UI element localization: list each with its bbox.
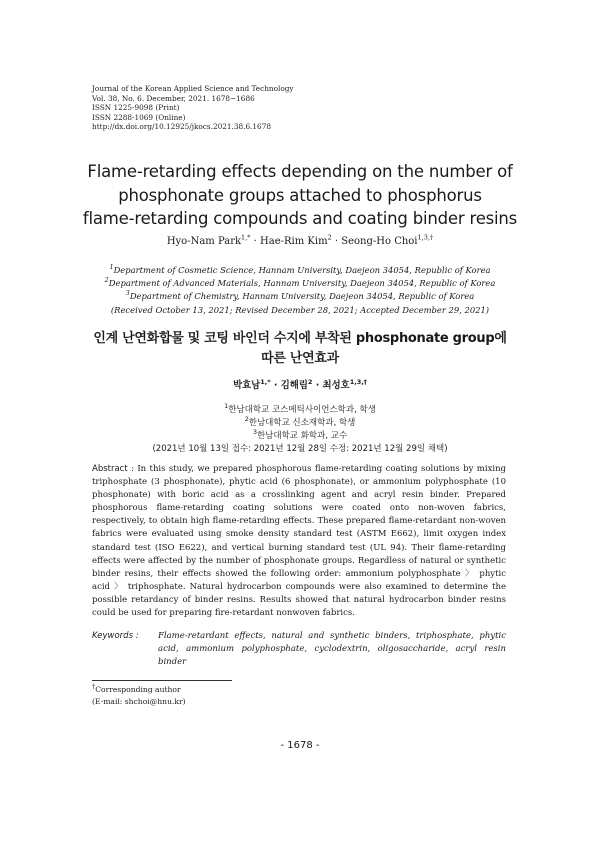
affiliation-line: [60, 290, 540, 303]
affiliation-text-ko: 한남대학교 화학과, 교수: [256, 431, 348, 441]
abstract-separator: :: [127, 464, 138, 474]
journal-name: Journal of the Korean Applied Science and Technology: [92, 84, 294, 93]
author-name-ko: 박효남: [233, 380, 261, 391]
affiliation-text: Department of Cosmetic Science, Hannam University, Daejeon 34054, Republic of Korea: [113, 265, 491, 275]
author-name: Hyo-Nam Park: [166, 236, 242, 247]
author-sup: 2: [327, 233, 332, 242]
author-separator: ·: [312, 380, 323, 391]
author-sup: 1,*: [260, 377, 271, 386]
journal-volume: Vol. 38, No. 6. December, 2021. 1678~1686: [92, 93, 255, 103]
footnote: [92, 684, 186, 708]
affiliation-sup: 2: [244, 415, 249, 424]
page-number: - 1678 -: [280, 740, 320, 751]
dagger-mark: †: [92, 682, 96, 691]
footnote-line-1: [92, 684, 186, 696]
affiliation-text-ko: 한남대학교 코스메틱사이언스학과, 학생: [228, 405, 376, 415]
author-sup: 1,3,†: [349, 377, 367, 386]
keywords: [92, 630, 506, 669]
journal-info: [92, 84, 294, 132]
title-en-line: phosphonate groups attached to phosphorus: [118, 185, 482, 205]
affiliation-line-ko: [60, 417, 540, 430]
abstract-text: In this study, we prepared phosphorous flame-retarding coating solutions by mixing triphosphate (3 phosphonate), phytic acid (6 phosphonate), or ammonium polyphosphate (10 phosphonate) with boric acid as a crosslinking agent and acryl resin binder. Prepared phosphorous flame-retarding coating solutions were coated onto non-woven fabrics, respectively, to obtain high flame-retarding effects. These prepared flame-retardant non-woven fabrics were evaluated using smoke density standard test (ASTM E662), limit oxygen index standard test (ISO E622), and vertical burning standard test (UL 94). Their flame-retarding effects were affected by the number of phosphonate groups. Regardless of natural or synthetic binder resins, their effects showed the following order: ammonium polyphosphate 〉 phytic acid 〉 triphosphate. Natural hydrocarbon compounds were also examined to determine the possible retardancy of binder resins. Results showed that natural hydrocarbon binder resins could be used for preparing fire-retardant nonwoven fabrics.: [92, 464, 506, 619]
author-sup: 1,3,†: [417, 233, 434, 242]
affiliation-sup: 1: [109, 263, 114, 272]
abstract-label: Abstract: [92, 464, 128, 474]
journal-issn-print: ISSN 1225-9098 (Print): [92, 103, 180, 113]
journal-doi[interactable]: http://dx.doi.org/10.12925/jkocs.2021.38.6.1678: [92, 122, 271, 132]
affiliation-text: Department of Advanced Materials, Hannam University, Daejeon 34054, Republic of Korea: [108, 278, 496, 289]
title-korean: [80, 329, 520, 369]
title-en-line: flame-retarding compounds and coating binder resins: [82, 209, 518, 228]
affiliation-sup: 3: [252, 428, 257, 437]
author-name-ko: 최성호: [322, 380, 350, 391]
title-ko-line: 인계 난연화합물 및 코팅 바인더 수지에 부착된 phosphonate group에: [93, 331, 507, 346]
affiliations-korean: [60, 404, 540, 456]
author-name: Hae-Rim Kim: [260, 236, 328, 247]
affiliation-text-ko: 한남대학교 신소재학과, 학생: [248, 418, 356, 428]
corresponding-author: Corresponding author: [95, 685, 181, 694]
title-en-line: Flame-retarding effects depending on the number of: [87, 162, 513, 181]
footnote-email[interactable]: (E-mail: shchoi@hnu.kr): [92, 697, 186, 706]
author-name: Seong-Ho Choi: [341, 236, 418, 247]
footnote-divider: [92, 680, 232, 681]
author-separator: ·: [270, 380, 281, 391]
affiliation-line-ko: [60, 404, 540, 417]
abstract: [92, 463, 506, 620]
keywords-label-text: Keywords: [92, 631, 134, 641]
keywords-label: [92, 630, 158, 669]
author-separator: ·: [331, 236, 342, 247]
authors-korean: [60, 377, 540, 391]
author-separator: ·: [250, 236, 261, 247]
affiliation-sup: 2: [104, 276, 109, 285]
authors-english: [60, 233, 540, 247]
keywords-text: Flame-retardant effects, natural and synthetic binders, triphosphate, phytic acid, ammonium polyphosphate, cyclodextrin, oligosaccharide, acryl resin binder: [158, 631, 506, 667]
affiliation-line: [60, 277, 540, 290]
received-dates-ko: (2021년 10월 13일 접수: 2021년 12월 28일 수정: 2021년 12월 29일 채택): [152, 444, 448, 454]
affiliation-line-ko: [60, 430, 540, 443]
affiliation-sup: 1: [224, 402, 229, 411]
journal-issn-online: ISSN 2288-1069 (Online): [92, 112, 186, 122]
affiliations-english: [60, 264, 540, 317]
affiliation-sup: 3: [125, 289, 130, 298]
received-dates-en: (Received October 13, 2021; Revised December 28, 2021; Accepted December 29, 2021): [110, 304, 490, 315]
author-name-ko: 김해림: [280, 380, 308, 391]
title-english: [60, 160, 540, 231]
title-ko-line: 따른 난연효과: [261, 351, 339, 366]
keywords-row: [92, 630, 506, 669]
affiliation-text: Department of Chemistry, Hannam University, Daejeon 34054, Republic of Korea: [129, 291, 475, 302]
author-sup: 2: [307, 377, 313, 386]
keywords-separator: :: [133, 631, 139, 641]
affiliation-line: [60, 264, 540, 277]
author-sup: 1,*: [241, 233, 251, 242]
